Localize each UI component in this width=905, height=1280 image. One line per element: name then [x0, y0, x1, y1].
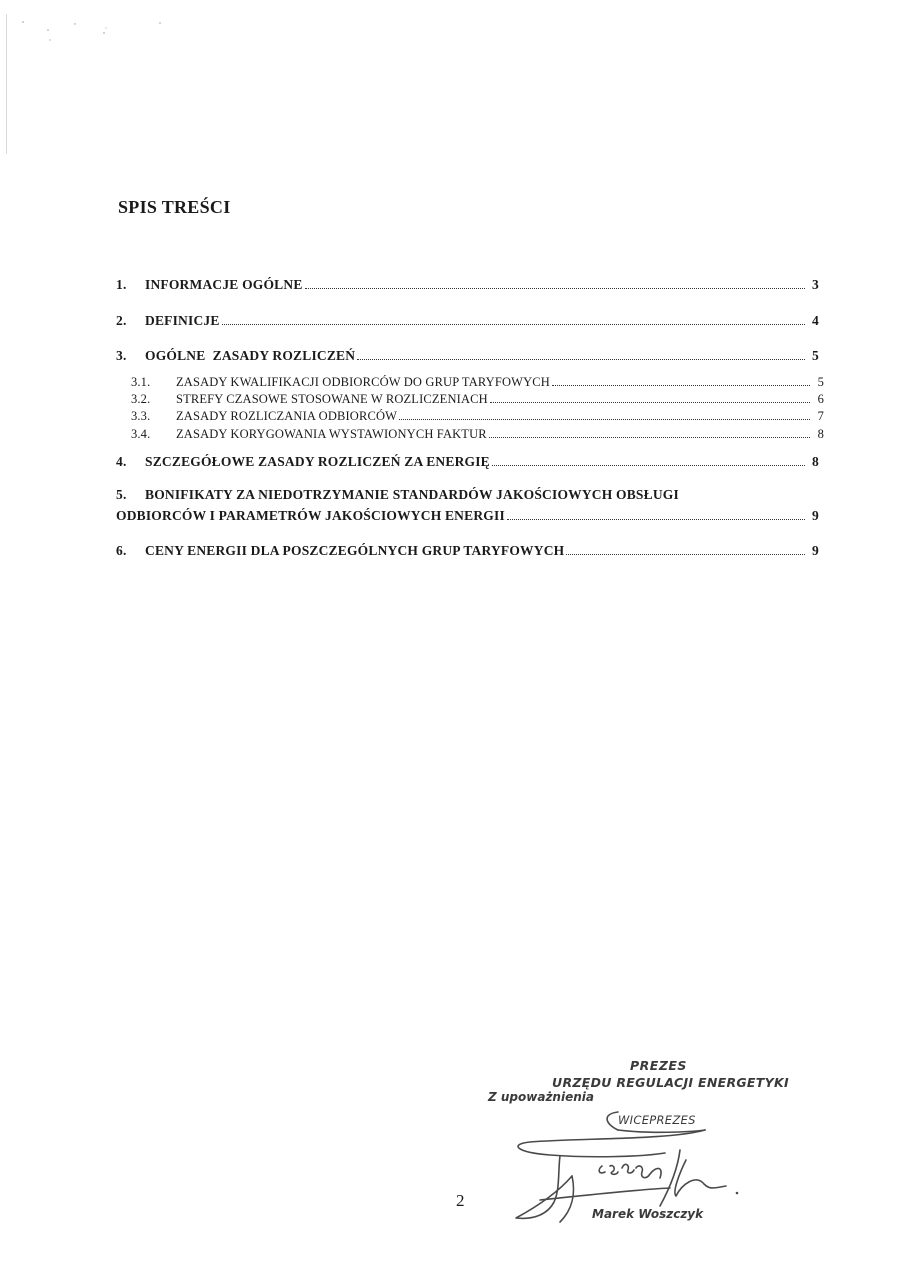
toc-entry-title: OGÓLNE ZASADY ROZLICZEŃ — [145, 348, 356, 363]
scan-specks — [20, 18, 170, 48]
toc-subentry[interactable] — [131, 392, 824, 407]
toc-subentry[interactable] — [131, 409, 824, 424]
toc-entry-title: ZASADY ROZLICZANIA ODBIORCÓW — [176, 409, 398, 423]
toc-entry-page: 9 — [812, 508, 819, 523]
stamp-line-office: URZĘDU REGULACJI ENERGETYKI — [552, 1075, 789, 1090]
toc-heading: SPIS TREŚCI — [118, 197, 231, 217]
toc-entry-continuation[interactable] — [116, 508, 819, 524]
toc-entry-page: 3 — [812, 277, 819, 292]
scan-edge — [6, 14, 7, 154]
toc-entry-number: 1. — [116, 277, 127, 292]
toc-entry-title: SZCZEGÓŁOWE ZASADY ROZLICZEŃ ZA ENERGIĘ — [145, 454, 490, 469]
dot-leader — [399, 418, 810, 420]
toc-entry-title: ZASADY KORYGOWANIA WYSTAWIONYCH FAKTUR — [176, 427, 487, 441]
toc-entry-title: ZASADY KWALIFIKACJI ODBIORCÓW DO GRUP TARYFOWYCH — [176, 375, 550, 389]
toc-subentry[interactable] — [131, 375, 824, 390]
toc-entry-page: 4 — [812, 313, 819, 328]
toc-entry[interactable] — [116, 543, 819, 559]
toc-entry-page: 7 — [817, 409, 824, 423]
toc-entry-number: 5. — [116, 487, 127, 502]
toc-entry-page: 9 — [812, 543, 819, 558]
toc-subentry[interactable] — [131, 427, 824, 442]
dot-leader — [357, 358, 805, 360]
dot-leader — [490, 401, 810, 403]
toc-entry-page: 6 — [817, 392, 824, 406]
toc-entry-number: 3. — [116, 348, 127, 363]
stamp-line-vice-president: WICEPREZES — [618, 1113, 696, 1127]
toc-entry[interactable] — [116, 487, 679, 503]
toc-entry[interactable] — [116, 313, 819, 329]
toc-entry-page: 8 — [812, 454, 819, 469]
dot-leader — [552, 384, 810, 386]
toc-entry-number: 2. — [116, 313, 127, 328]
toc-entry[interactable] — [116, 277, 819, 293]
toc-entry-number: 6. — [116, 543, 127, 558]
toc-entry-page: 5 — [812, 348, 819, 363]
dot-leader — [489, 436, 810, 438]
toc-entry-number: 3.4. — [131, 427, 151, 441]
toc-entry-title: CENY ENERGII DLA POSZCZEGÓLNYCH GRUP TARYFOWYCH — [145, 543, 565, 558]
dot-leader — [305, 287, 805, 289]
dot-leader — [222, 323, 805, 325]
toc-entry-page: 5 — [817, 375, 824, 389]
toc-entry[interactable] — [116, 454, 819, 470]
stamp-line-authorization: Z upoważnienia — [488, 1090, 594, 1104]
toc-entry-title: DEFINICJE — [145, 313, 220, 328]
toc-entry-number: 4. — [116, 454, 127, 469]
stamp-line-prezes: PREZES — [630, 1058, 687, 1073]
toc-entry-title-line2: ODBIORCÓW I PARAMETRÓW JAKOŚCIOWYCH ENERGII — [116, 508, 505, 523]
stamp-signatory-name: Marek Woszczyk — [592, 1207, 704, 1221]
toc-entry-title: STREFY CZASOWE STOSOWANE W ROZLICZENIACH — [176, 392, 488, 406]
toc-entry-number: 3.2. — [131, 392, 151, 406]
toc-entry-page: 8 — [817, 427, 824, 441]
dot-leader — [566, 553, 805, 555]
toc-entry-number: 3.1. — [131, 375, 151, 389]
handwritten-signature — [500, 1100, 750, 1230]
dot-leader — [492, 464, 805, 466]
toc-entry-number: 3.3. — [131, 409, 151, 423]
page-number: 2 — [456, 1191, 465, 1210]
toc-entry[interactable] — [116, 348, 819, 364]
toc-entry-title: INFORMACJE OGÓLNE — [145, 277, 303, 292]
dot-leader — [507, 518, 805, 520]
toc-entry-title-line1: BONIFIKATY ZA NIEDOTRZYMANIE STANDARDÓW JAKOŚCIOWYCH OBSŁUGI — [145, 487, 679, 502]
